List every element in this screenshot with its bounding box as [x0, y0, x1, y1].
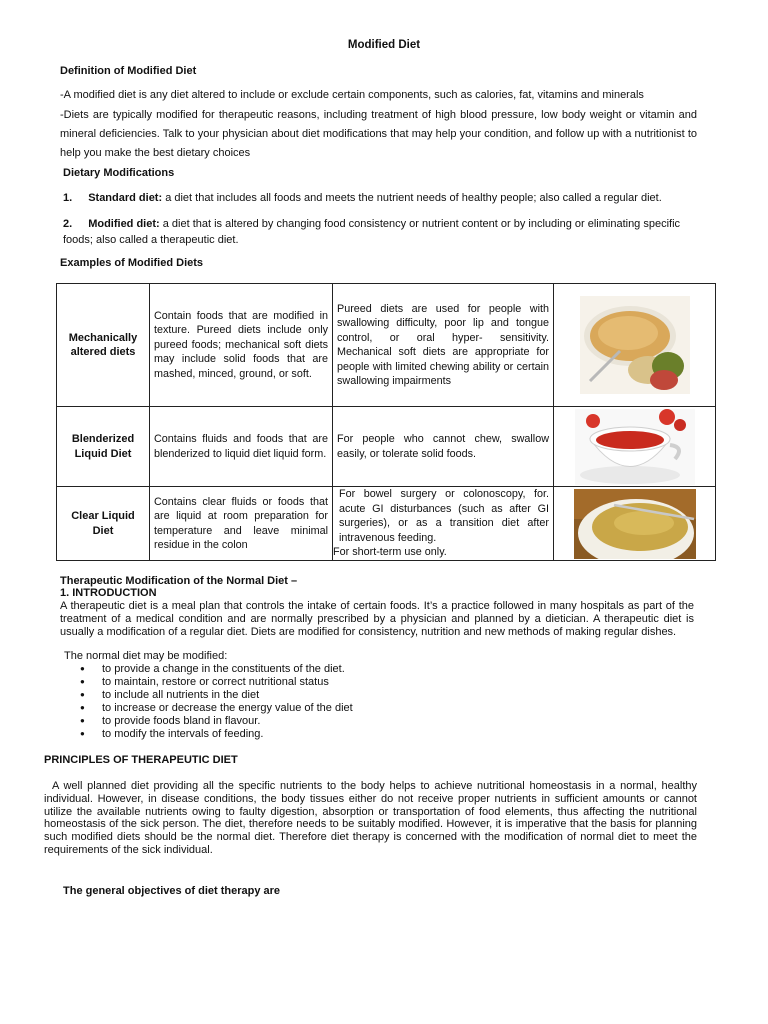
- diet-name-cell: Clear Liquid Diet: [57, 487, 150, 561]
- introduction-text: A therapeutic diet is a meal plan that controls the intake of certain foods. It’s a practice followed in many hospitals as part of the treatment of a medical condition and are normally prescribed by a physician and planned by a dietician. A therapeutic diet is usually a modification of a regular diet. Diets are modified for consistency, nutrition and new methods of making regular dishes.: [60, 600, 694, 638]
- definition-line-2: -Diets are typically modified for therapeutic reasons, including treatment of high blood pressure, low body weight or vitamin and mineral deficiencies. Talk to your physician about diet modifications that may help your condition, and follow up with a nutritionist to help you make the best dietary choices: [60, 109, 697, 159]
- list-item: [63, 217, 703, 248]
- list-item: [63, 192, 703, 204]
- table-row: [57, 407, 716, 487]
- examples-table: [56, 283, 716, 561]
- diet-use-cell: For people who cannot chew, swallow easily, or tolerate solid foods.: [333, 407, 554, 487]
- pureed-food-image: [554, 284, 716, 407]
- list-number: 1.: [63, 192, 73, 204]
- list-term: Modified diet:: [88, 218, 160, 230]
- list-item: ● to increase or decrease the energy value of the diet: [80, 702, 353, 715]
- list-item: ● to include all nutrients in the diet: [80, 689, 353, 702]
- table-row: [57, 284, 716, 407]
- definition-heading: Definition of Modified Diet: [60, 65, 197, 77]
- dietary-modifications-heading: Dietary Modifications: [63, 167, 175, 179]
- list-item: ● to maintain, restore or correct nutritional status: [80, 676, 353, 689]
- objectives-heading: The general objectives of diet therapy are: [63, 885, 281, 897]
- modification-list: [80, 663, 353, 740]
- tomato-soup-image: [554, 407, 716, 487]
- list-text: a diet that is altered by changing food consistency or nutrient content or by including or eliminating specific foods; also called a therapeutic diet.: [63, 218, 681, 246]
- diet-use-cell: For bowel surgery or colonoscopy, for. acute GI disturbances (such as after GI surgeries), or as a transition diet after intravenous feeding. For short-term use only.: [333, 487, 554, 561]
- normal-diet-intro: The normal diet may be modified:: [64, 650, 228, 662]
- list-number: 2.: [63, 218, 73, 230]
- diet-description-cell: Contain foods that are modified in texture. Pureed diets include only pureed foods; mechanical soft diets may include solid foods that are mashed, minced, ground, or soft.: [150, 284, 333, 407]
- list-term: Standard diet:: [88, 192, 163, 204]
- diet-name-cell: Mechanically altered diets: [57, 284, 150, 407]
- diet-use-cell: Pureed diets are used for people with swallowing difficulty, poor lip and tongue control, or oral hyper- sensitivity. Mechanical soft diets are appropriate for people with limited chewing ability or certain swallowing impairments: [333, 284, 554, 407]
- page-title: Modified Diet: [347, 39, 421, 51]
- introduction-heading: 1. INTRODUCTION: [60, 587, 157, 599]
- examples-heading: Examples of Modified Diets: [60, 257, 204, 269]
- list-item: ● to provide foods bland in flavour.: [80, 715, 353, 728]
- list-item: ● to modify the intervals of feeding.: [80, 728, 353, 741]
- diet-description-cell: Contains fluids and foods that are blenderized to liquid diet liquid form.: [150, 407, 333, 487]
- definition-line-1: -A modified diet is any diet altered to include or exclude certain components, such as calories, fat, vitamins and minerals: [60, 89, 644, 101]
- list-text: a diet that includes all foods and meets the nutrient needs of healthy people; also called a regular diet.: [162, 192, 662, 204]
- principles-text: A well planned diet providing all the specific nutrients to the body helps to achieve nutritional homeostasis in a normal, healthy individual. However, in disease conditions, the body tissues either do not receive proper nutrients in sufficient amounts or cannot utilize the available nutrients owing to faulty digestion, absorption or transportation of food elements, thus affecting the nutritional homeostasis of the sick person. The diet, therefore needs to be suitably modified. However, it is imperative that the basis for planning such modified diets should be the normal diet. Therefore diet therapy is concerned with the modification of normal diet to meet the requirements of the sick individual.: [44, 780, 697, 856]
- list-item: ● to provide a change in the constituents of the diet.: [80, 663, 353, 676]
- therapeutic-heading: Therapeutic Modification of the Normal Diet –: [60, 575, 298, 587]
- diet-name-cell: Blenderized Liquid Diet: [57, 407, 150, 487]
- principles-heading: PRINCIPLES OF THERAPEUTIC DIET: [44, 754, 238, 766]
- diet-description-cell: Contains clear fluids or foods that are liquid at room preparation for temperature and leave minimal residue in the colon: [150, 487, 333, 561]
- clear-broth-image: [554, 487, 716, 561]
- table-row: [57, 487, 716, 561]
